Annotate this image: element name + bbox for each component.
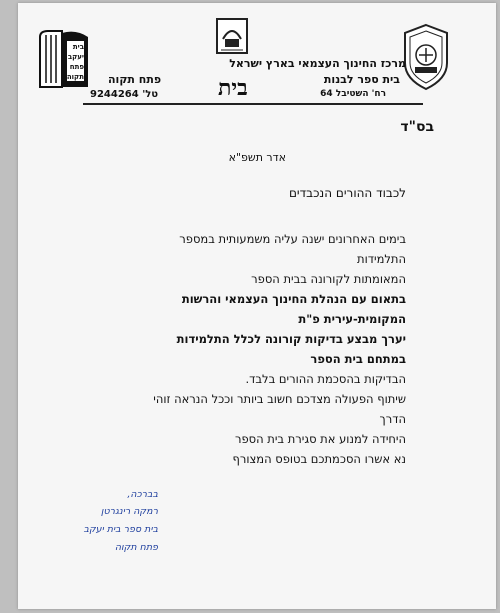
signature-city: פתח תקוה (114, 542, 158, 553)
letter-greeting: לכבוד ההורים הנכבדים (288, 186, 406, 200)
phone-number: טל' 9244264 (90, 89, 159, 100)
beit-yaakov-logo (36, 25, 94, 93)
body-line: הדרך (379, 412, 406, 426)
letterhead-beit: בית (218, 75, 248, 101)
letter-body (76, 229, 406, 469)
logo-word-4: תקוה (66, 73, 84, 81)
city-name: פתח תקוה (108, 73, 162, 86)
books-logo-icon (36, 25, 94, 93)
header-divider (83, 103, 423, 105)
body-line: היחידה למנוע את סגירת בית הספר (234, 432, 406, 446)
emblem-icon (401, 23, 451, 91)
body-line: נא אשרו הסכמתכם בטופס המצורף (232, 452, 406, 466)
body-line-bold: המקומית-עירית פ"ת (298, 312, 406, 326)
body-line: בימים האחרונים ישנה עליה משמעותית במספר (179, 232, 406, 246)
organization-name: מרכז החינוך העצמאי בארץ ישראל (229, 57, 406, 70)
body-line: התלמידות (357, 252, 406, 266)
bsd-heading: בס"ד (400, 119, 434, 135)
logo-word-2: יעקב (67, 53, 84, 61)
book-logo-icon (215, 17, 249, 55)
signature-closing: בברכה, (127, 489, 158, 500)
body-line-bold: במתחם בית הספר (310, 352, 406, 366)
signature-name: רמקה רינגרטן (100, 506, 158, 517)
school-name: בית ספר לבנות (323, 73, 400, 86)
letter-page (18, 3, 496, 609)
body-line: שיתוף הפעולה מצדכם חשוב ביותר וככל הנראה זוהי (153, 392, 406, 406)
body-line: המאומתות לקורונה בבית הספר (251, 272, 406, 286)
letter-date: אדר תשפ"א (228, 151, 286, 164)
body-line: הבדיקות בהסכמת ההורים בלבד. (245, 372, 406, 386)
body-line-bold: יערך מבצע בדיקות קורונה לכלל התלמידות (176, 332, 406, 346)
logo-word-3: פתח (69, 63, 84, 71)
school-address: רח' השטיבל 64 (320, 89, 386, 99)
signature-school: בית ספר בית יעקב (83, 524, 158, 535)
body-line-bold: בתאום עם הנהלת החינוך העצמאי והרשות (181, 292, 406, 306)
logo-word-1: בית (72, 43, 84, 51)
